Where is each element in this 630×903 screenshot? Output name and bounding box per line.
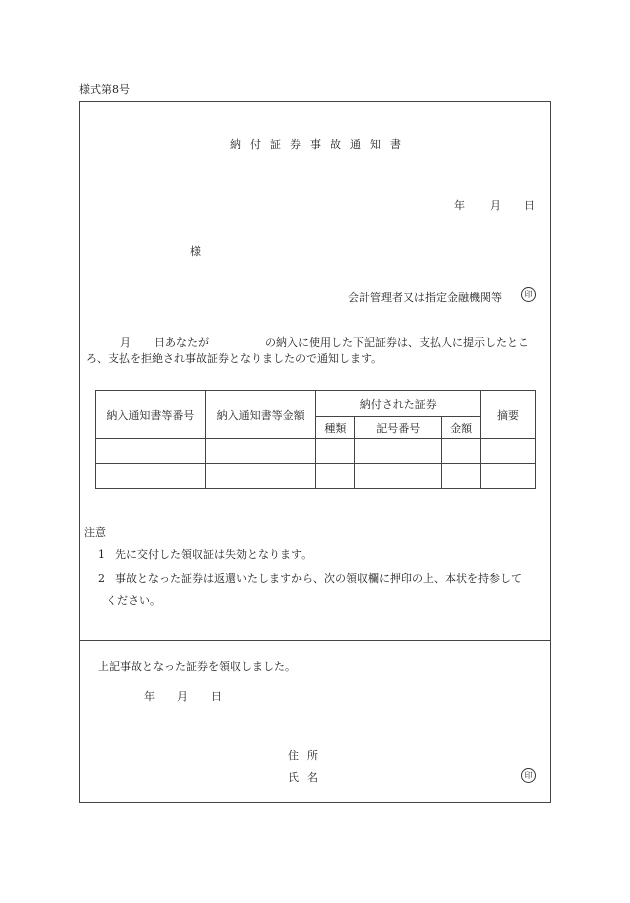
body-month: 月 — [120, 336, 131, 349]
notes-heading: 注意 — [84, 526, 106, 539]
table-cell — [96, 464, 206, 489]
table-row — [96, 439, 536, 464]
table-cell — [205, 439, 316, 464]
table-cell — [355, 439, 442, 464]
table-cell — [355, 464, 442, 489]
header-summary: 摘要 — [481, 391, 536, 439]
note-text: 事故となった証券は返還いたしますから、次の領収欄に押印の上、本状を持参して — [115, 572, 522, 585]
receipt-year-label: 年 — [144, 690, 155, 703]
header-paid-securities: 納付された証券 — [316, 391, 481, 417]
receipt-month-label: 月 — [177, 690, 188, 703]
receipt-day-label: 日 — [211, 690, 222, 703]
table-cell — [316, 464, 355, 489]
table-cell — [96, 439, 206, 464]
header-notice-amount: 納入通知書等金額 — [205, 391, 316, 439]
table-cell — [205, 464, 316, 489]
receipt-statement: 上記事故となった証券を領収しました。 — [98, 660, 296, 673]
form-number: 様式第8号 — [79, 83, 130, 96]
table-cell — [316, 439, 355, 464]
body-text-line1 — [120, 334, 529, 350]
note-item — [98, 546, 312, 562]
seal-mark: 印 — [521, 287, 536, 302]
date-year-label: 年 — [454, 199, 465, 212]
table-cell — [481, 464, 536, 489]
header-type: 種類 — [316, 417, 355, 439]
name-label-char1: 氏 — [288, 771, 299, 784]
notice-form — [79, 101, 551, 803]
table-cell — [481, 439, 536, 464]
note-text: 先に交付した領収証は失効となります。 — [115, 548, 313, 561]
note-text-continued: ください。 — [106, 594, 161, 607]
section-divider — [80, 640, 550, 641]
table-cell — [442, 439, 481, 464]
address-label-char1: 住 — [288, 749, 299, 762]
table-cell — [442, 464, 481, 489]
header-notice-no: 納入通知書等番号 — [96, 391, 206, 439]
note-number: 2 — [98, 572, 105, 585]
header-amount: 金額 — [442, 417, 481, 439]
note-item — [98, 570, 522, 586]
issuer-label: 会計管理者又は指定金融機関等 — [348, 291, 502, 304]
address-label-char2: 所 — [307, 749, 318, 762]
date-month-label: 月 — [490, 199, 501, 212]
body-text-line2: ろ、支払を拒絶され事故証券となりましたので通知します。 — [86, 352, 383, 365]
header-symbol-no: 記号番号 — [355, 417, 442, 439]
seal-mark: 印 — [521, 768, 536, 783]
document-title: 納付証券事故通知書 — [230, 138, 410, 151]
note-number: 1 — [98, 548, 105, 561]
body-day-you: 日あなたが — [154, 336, 209, 349]
securities-table — [95, 390, 536, 489]
addressee-suffix: 様 — [190, 245, 201, 258]
body-line1-rest: の納入に使用した下記証券は、支払人に提示したとこ — [265, 336, 529, 349]
date-day-label: 日 — [524, 199, 535, 212]
name-label-char2: 名 — [307, 771, 318, 784]
table-row — [96, 464, 536, 489]
